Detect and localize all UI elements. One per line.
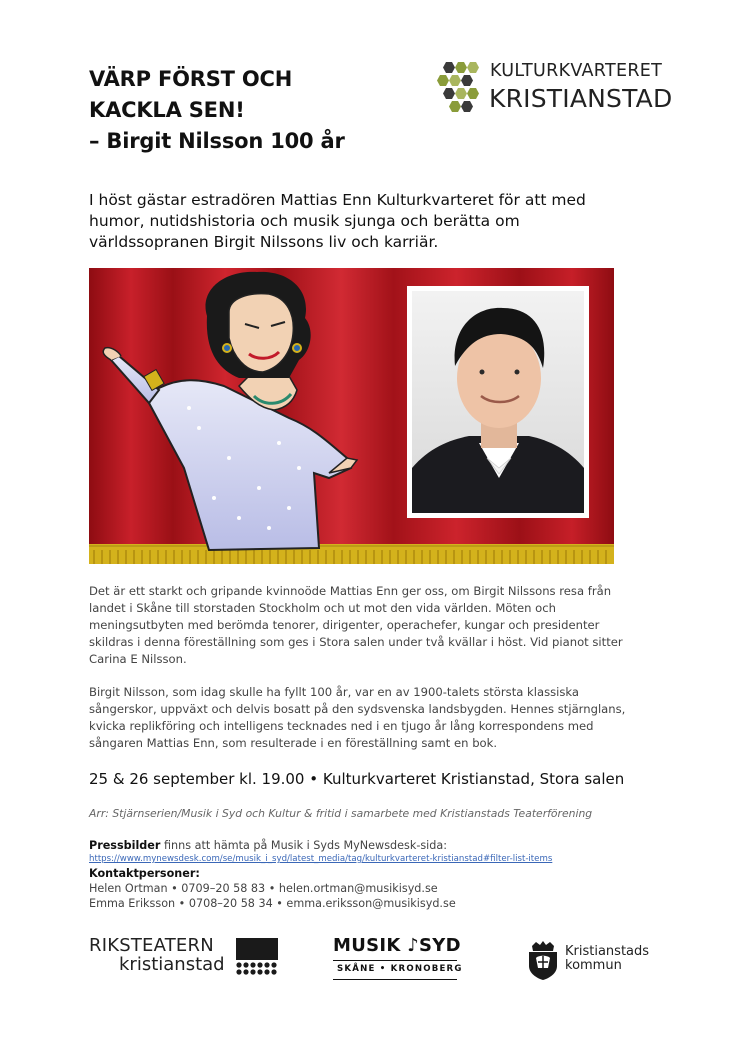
musik-divider (333, 960, 457, 961)
kristianstads-kommun-logo (526, 940, 666, 982)
hero-image (89, 268, 614, 564)
musik-word: MUSIK (333, 935, 401, 956)
riksteatern-mark-icon (236, 938, 278, 976)
intro-line-1: I höst gästar estradören Mattias Enn Kulturkvarteret för att med (89, 191, 586, 209)
riksteatern-logo (89, 935, 284, 979)
arrangers-line: Arr: Stjärnserien/Musik i Syd och Kultur & fritid i samarbete med Kristianstads Teaterförening (89, 807, 593, 820)
paragraph-line: sångerskor, uppväxt och delvis bosatt på den sydsvenska landsbygden. Hennes stjärnglans, (89, 702, 626, 716)
kommun-text (565, 945, 649, 973)
hero-illustration (89, 268, 614, 564)
paragraph-line: Birgit Nilsson, som idag skulle ha fyllt 100 år, var en av 1900-talets största klassiska (89, 685, 580, 699)
intro-line-2: humor, nutidshistoria och musik sjunga och berätta om (89, 212, 520, 230)
contact-helen: Helen Ortman • 0709–20 58 83 • helen.ortman@musikisyd.se (89, 882, 438, 895)
contact-emma: Emma Eriksson • 0708–20 58 34 • emma.eriksson@musikisyd.se (89, 897, 456, 910)
paragraph-line: sångaren Mattias Enn, som resulterade i en föreställning samt en bok. (89, 736, 498, 750)
event-date-location: 25 & 26 september kl. 19.00 • Kulturkvarteret Kristianstad, Stora salen (89, 770, 625, 788)
kommun-line-2: kommun (565, 958, 622, 973)
press-text: finns att hämta på Musik i Syds MyNewsdesk-sida: (160, 839, 448, 852)
music-note-icon: ♪ (400, 935, 419, 956)
paragraph-line: meningsutbyten med berömda tenorer, dirigenter, operachefer, kungar och presidenter (89, 618, 600, 632)
hexagon-cluster-icon (437, 60, 489, 112)
title-line-3: – Birgit Nilsson 100 år (89, 129, 345, 153)
intro-paragraph (89, 190, 649, 253)
musik-line-2: SKÅNE • KRONOBERG (337, 964, 463, 974)
coat-of-arms-icon (526, 940, 560, 980)
title-line-2: KACKLA SEN! (89, 98, 245, 122)
title-line-1: VÄRP FÖRST OCH (89, 67, 293, 91)
syd-word: SYD (419, 935, 461, 956)
riksteatern-line-2: kristianstad (119, 954, 225, 975)
paragraph-line: Det är ett starkt och gripande kvinnoöde Mattias Enn ger oss, om Birgit Nilssons resa från (89, 584, 612, 598)
kulturkvarteret-logo (437, 60, 697, 116)
musik-i-syd-logo (333, 935, 463, 981)
press-link[interactable]: https://www.mynewsdesk.com/se/musik_i_syd/latest_media/tag/kulturkvarteret-kristianstad#filter-list-items (89, 854, 553, 864)
paragraph-line: landet i Skåne till storstaden Stockholm och ut mot den vida världen. Möten och (89, 601, 556, 615)
body-paragraph-2 (89, 684, 659, 752)
logo-line-2: KRISTIANSTAD (489, 84, 673, 113)
paragraph-line: Carina E Nilsson. (89, 652, 187, 666)
musik-divider (333, 979, 457, 980)
intro-line-3: världssopranen Birgit Nilssons liv och karriär. (89, 233, 439, 251)
paragraph-line: skildras i denna föreställning som ges i Stora salen under två kvällar i höst. Vid pianot sitter (89, 635, 623, 649)
body-paragraph-1 (89, 583, 659, 668)
press-label: Pressbilder (89, 839, 161, 852)
riksteatern-line-1: RIKSTEATERN (89, 935, 214, 956)
logo-line-1: KULTURKVARTERET (490, 61, 663, 81)
page-title (89, 64, 409, 157)
contacts-label: Kontaktpersoner: (89, 867, 200, 880)
musik-line-1 (333, 935, 461, 956)
paragraph-line: kvicka replikföring och intelligens tecknades ned i en tjugo år lång korrespondens med (89, 719, 594, 733)
kommun-line-1: Kristianstads (565, 944, 650, 959)
press-section (89, 838, 669, 911)
